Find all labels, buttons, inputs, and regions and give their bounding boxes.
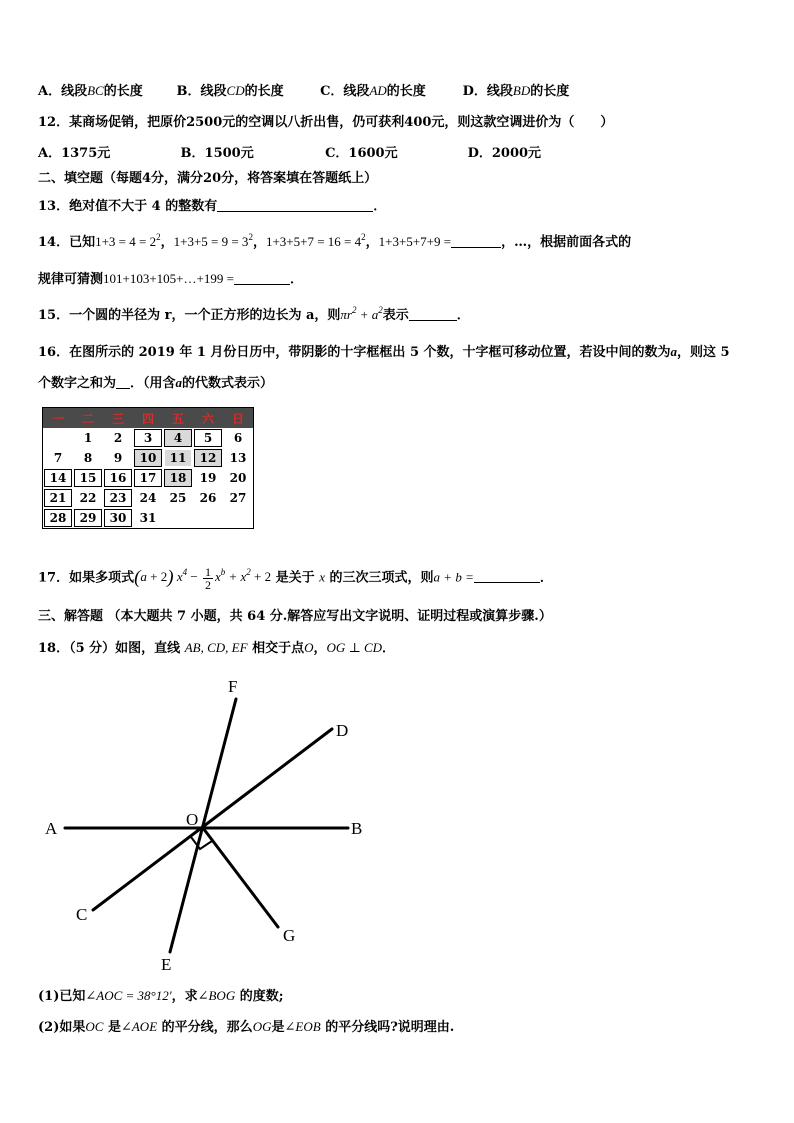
calendar-day: 9 xyxy=(113,451,123,465)
calendar-row xyxy=(43,428,254,448)
calendar-day: 25 xyxy=(169,491,187,505)
calendar-day: 7 xyxy=(53,451,63,465)
q14-line1: 14．已知$1+3 = 4 = 2^2$，$1+3+5 = 9 = 3^2$，$1+3+5+7 = 16 = 4^2$，1+3+5+7+9 = ，…，根据前面各式的 xyxy=(38,232,632,250)
calendar-day: 1 xyxy=(83,431,93,445)
right-angle-mark xyxy=(191,837,212,849)
q15-answer-blank[interactable] xyxy=(409,307,457,321)
calendar-day: 21 xyxy=(43,488,74,508)
q16-line1: 16．在图所示的 2019 年 1 月份日历中，带阴影的十字框框出 5 个数，十字框可移动位置，若设中间的数为a，则这 5 xyxy=(38,344,730,360)
q11-option-a: A．线段BC的长度 xyxy=(38,83,143,99)
section-2-heading: 二、填空题（每题4分，满分20分，将答案填在答题纸上） xyxy=(38,171,378,186)
calendar-day: 3 xyxy=(133,428,163,448)
calendar-day: 31 xyxy=(139,511,157,525)
label-d: D xyxy=(336,721,349,740)
q12-option-c: C．1600元 xyxy=(325,146,398,161)
q12-option-a: A．1375元 xyxy=(38,146,111,161)
q14-answer-blank-2[interactable] xyxy=(234,271,290,285)
q13: 13．绝对值不大于 4 的整数有 ． xyxy=(38,199,387,214)
calendar-header-cell: 日 xyxy=(223,408,254,429)
calendar-header-cell: 六 xyxy=(193,408,223,429)
calendar-day: 12 xyxy=(193,448,223,468)
q16-line2: 个数字之和为 ．（用含a的代数式表示） xyxy=(38,375,274,391)
calendar-day: 20 xyxy=(229,471,247,485)
q15: 15．一个圆的半径为 r，一个正方形的边长为 a，则$\pi r^2 + a^2$表示 ． xyxy=(38,305,470,323)
q12-option-b: B．1500元 xyxy=(180,146,254,161)
section-3-heading: 三、解答题 （本大题共 7 小题，共 64 分.解答应写出文字说明、证明过程或演算步骤.） xyxy=(38,609,552,624)
calendar-day: 8 xyxy=(83,451,93,465)
calendar-header-cell: 三 xyxy=(103,408,133,429)
calendar-day: 18 xyxy=(163,468,193,488)
q17-answer-blank[interactable] xyxy=(474,569,540,583)
calendar-row xyxy=(43,448,254,468)
calendar-day: 15 xyxy=(73,468,103,488)
calendar-day: 29 xyxy=(73,508,103,529)
calendar-header-cell: 一 xyxy=(43,408,74,429)
calendar-day: 22 xyxy=(79,491,97,505)
calendar-day: 30 xyxy=(103,508,133,529)
calendar-day: 13 xyxy=(229,451,247,465)
line-ef xyxy=(170,699,236,952)
calendar-day xyxy=(193,508,223,529)
calendar-day: 19 xyxy=(199,471,217,485)
q18-part-2: (2)如果OC 是∠AOE 的平分线，那么OG是∠EOB 的平分线吗?说明理由. xyxy=(38,1019,455,1035)
label-f: F xyxy=(228,677,238,696)
calendar-row xyxy=(43,508,254,529)
q12-options xyxy=(38,145,541,163)
calendar-day xyxy=(163,508,193,529)
label-g: G xyxy=(283,926,296,945)
calendar-day xyxy=(223,508,254,529)
label-e: E xyxy=(161,955,172,974)
q18-part-1: (1)已知∠AOC = 38°12′，求∠BOG 的度数; xyxy=(38,988,284,1004)
label-a: A xyxy=(45,819,58,838)
calendar-day: 6 xyxy=(233,431,243,445)
q12-option-d: D．2000元 xyxy=(467,146,542,161)
calendar-day: 2 xyxy=(113,431,123,445)
calendar-day: 10 xyxy=(133,448,163,468)
calendar-header-cell: 二 xyxy=(73,408,103,429)
geometry-figure xyxy=(40,672,380,982)
calendar-day: 16 xyxy=(103,468,133,488)
calendar-day: 4 xyxy=(163,428,193,448)
label-b: B xyxy=(351,819,363,838)
calendar-day: 5 xyxy=(193,428,223,448)
calendar-header-cell: 四 xyxy=(133,408,163,429)
calendar-row xyxy=(43,468,254,488)
q13-answer-blank[interactable] xyxy=(217,198,373,212)
q11-option-d: D．线段BD的长度 xyxy=(462,83,570,99)
calendar-header-cell: 五 xyxy=(163,408,193,429)
q14-line2: 规律可猜测101+103+105+…+199 = ． xyxy=(38,271,303,287)
calendar-header-row xyxy=(43,408,254,429)
label-o: O xyxy=(186,810,199,829)
q16-answer-blank[interactable] xyxy=(116,375,130,389)
q11-option-b: B．线段CD的长度 xyxy=(176,83,284,99)
line-cd xyxy=(93,729,332,910)
q12-stem: 12．某商场促销，把原价2500元的空调以八折出售，仍可获利400元，则这款空调进价为（ ） xyxy=(38,115,614,130)
q17: 17．如果多项式(a + 2) $x^4$ − $\frac{1}{2}$ $x^b + x^2 + 2$ 是关于 x 的三次三项式，则a + b = ． xyxy=(38,565,553,592)
ray-og xyxy=(203,828,278,927)
calendar-day xyxy=(43,428,74,448)
calendar-day: 17 xyxy=(133,468,163,488)
calendar-day: 27 xyxy=(229,491,247,505)
q11-options xyxy=(38,82,569,101)
q14-answer-blank-1[interactable] xyxy=(451,234,501,248)
calendar-table xyxy=(42,407,254,529)
calendar-day: 14 xyxy=(43,468,74,488)
label-c: C xyxy=(76,905,88,924)
calendar-day: 23 xyxy=(103,488,133,508)
calendar-day: 11 xyxy=(163,448,193,468)
calendar-row xyxy=(43,488,254,508)
q11-option-c: C．线段AD的长度 xyxy=(320,83,426,99)
calendar-day: 24 xyxy=(139,491,157,505)
calendar-day: 28 xyxy=(43,508,74,529)
q18-stem: 18．（5 分）如图，直线 AB, CD, EF 相交于点O，OG ⊥ CD． xyxy=(38,640,396,656)
calendar-day: 26 xyxy=(199,491,217,505)
